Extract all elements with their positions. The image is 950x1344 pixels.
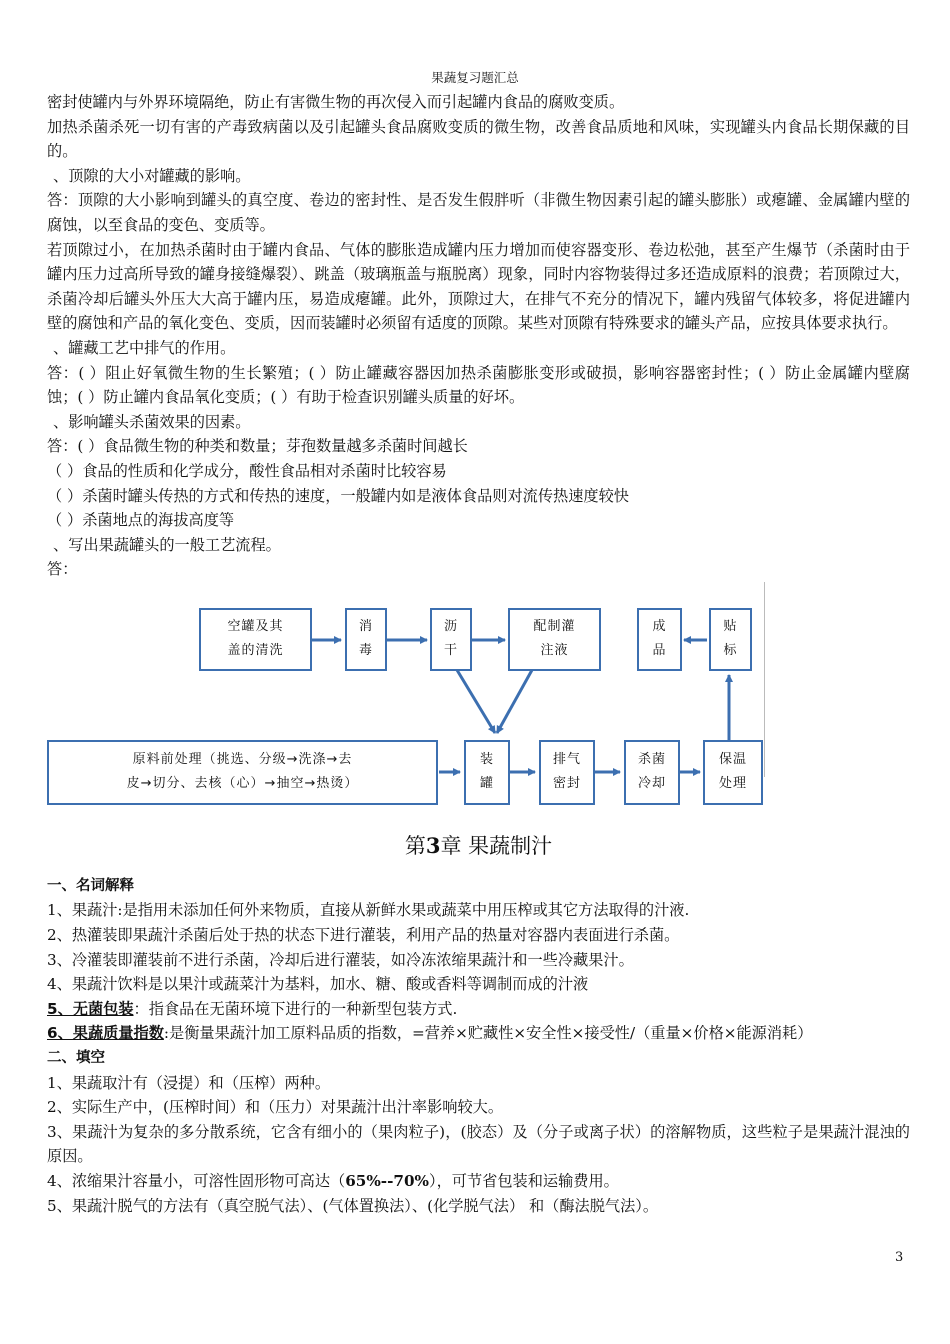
- step-finished-product: 成 品: [637, 608, 682, 671]
- step-exhaust-seal: 排气 密封: [539, 740, 595, 805]
- page-number: 3: [895, 1250, 904, 1265]
- step-labeling: 贴 标: [709, 608, 752, 671]
- text-line: 答：( ）阻止好氧微生物的生长繁殖；( ）防止罐藏容器因加热杀菌膨胀变形或破损，影响容器密封性；( ）防止金属罐内壁腐蚀；( ）防止罐内食品氧化变质；( ）有助于检查识别罐头质量的好坏。: [47, 363, 910, 407]
- text-line: 答：顶隙的大小影响到罐头的真空度、卷边的密封性、是否发生假胖听（非微生物因素引起的罐头膨胀）或瘪罐、金属罐内壁的腐蚀，以至食品的变色、变质等。: [47, 191, 910, 234]
- fill-blank-item: 4、浓缩果汁容量小，可溶性固形物可高达（65%--70%），可节省包装和运输费用。: [47, 1172, 619, 1190]
- step-sterilize-cool: 杀菌 冷却: [624, 740, 680, 805]
- text-line: （ ）杀菌地点的海拔高度等: [47, 511, 235, 530]
- chapter-title: 第3章 果蔬制汁: [404, 832, 553, 858]
- page-content: [47, 90, 910, 1218]
- process-flowchart: [47, 582, 910, 814]
- definition-item: 1、果蔬汁:是指用未添加任何外来物质，直接从新鲜水果或蔬菜中用压榨或其它方法取得的汁液.: [47, 901, 690, 920]
- text-line: （ ）食品的性质和化学成分，酸性食品相对杀菌时比较容易: [47, 461, 447, 480]
- definition-item: 6、果蔬质量指数:是衡量果蔬汁加工原料品质的指数，=营养×贮藏性×安全性×接受性/（重量×价格×能源消耗）: [47, 1024, 813, 1043]
- question-heading: 、写出果蔬罐头的一般工艺流程。: [53, 535, 281, 554]
- section-title: 一、名词解释: [47, 877, 134, 894]
- question-heading: 、顶隙的大小对罐藏的影响。: [53, 166, 251, 185]
- question-heading: 、罐藏工艺中排气的作用。: [53, 338, 236, 357]
- step-prepare-liquid: 配制灌 注液: [508, 608, 601, 671]
- text-line: 答：: [47, 560, 78, 579]
- definition-item: 2、热灌装即果蔬汁杀菌后处于热的状态下进行灌装，利用产品的热量对容器内表面进行杀菌。: [47, 926, 680, 945]
- definition-item: 3、冷灌装即灌装前不进行杀菌，冷却后进行灌装，如冷冻浓缩果蔬汁和一些冷藏果汁。: [47, 950, 634, 969]
- text-line: 若顶隙过小，在加热杀菌时由于罐内食品、气体的膨胀造成罐内压力增加而使容器变形、卷边松弛，甚至产生爆节（杀菌时由于罐内压力过高所导致的罐身接缝爆裂）、跳盖（玻璃瓶盖与瓶脱离）现象，同时内容物装得过多还造成原料的浪费；若顶隙过大，杀菌冷却后罐头外压大大高于罐内压，易造成瘪罐。此外，顶隙过大，在排气不充分的情况下，罐内残留气体较多，将促进罐内壁的腐蚀和产品的氧化变色、变质，因而装罐时必须留有适度的顶隙。某些对顶隙有特殊要求的罐头产品，应按具体要求执行。: [47, 240, 910, 333]
- question-heading: 、影响罐头杀菌效果的因素。: [53, 412, 251, 431]
- page-header: 果蔬复习题汇总: [431, 70, 519, 85]
- definition-item: 4、果蔬汁饮料是以果汁或蔬菜汁为基料，加水、糖、酸或香料等调制而成的汁液: [47, 975, 589, 994]
- fill-blank-item: 3、果蔬汁为复杂的多分散系统，它含有细小的（果肉粒子)，(胶态）及（分子或离子状）的溶解物质，这些粒子是果蔬汁混浊的原因。: [47, 1122, 910, 1166]
- fill-blank-item: 5、果蔬汁脱气的方法有（真空脱气法）、(气体置换法）、(化学脱气法） 和（酶法脱气法）。: [47, 1196, 659, 1215]
- step-drain: 沥 干: [430, 608, 472, 671]
- text-line: 密封使罐内与外界环境隔绝，防止有害微生物的再次侵入而引起罐内食品的腐败变质。: [47, 93, 625, 111]
- text-line: （ ）杀菌时罐头传热的方式和传热的速度，一般罐内如是液体食品则对流传热速度较快: [47, 486, 629, 505]
- fill-blank-item: 2、实际生产中，(压榨时间）和（压力）对果蔬汁出汁率影响较大。: [47, 1098, 504, 1117]
- definition-item: 5、无菌包装：指食品在无菌环境下进行的一种新型包装方式.: [47, 999, 458, 1018]
- step-raw-material-pretreatment: 原料前处理（挑选、分级→洗涤→去 皮→切分、去核（心）→抽空→热烫）: [47, 740, 438, 805]
- section-title: 二、填空: [47, 1050, 105, 1067]
- text-line: 答：( ）食品微生物的种类和数量；芽孢数量越多杀菌时间越长: [47, 437, 468, 456]
- step-disinfect: 消 毒: [345, 608, 387, 671]
- step-can-cleaning: 空罐及其 盖的清洗: [199, 608, 312, 671]
- text-line: 加热杀菌杀死一切有害的产毒致病菌以及引起罐头食品腐败变质的微生物，改善食品质地和风味，实现罐头内食品长期保藏的目的。: [47, 117, 910, 161]
- step-incubation: 保温 处理: [703, 740, 763, 805]
- step-filling: 装 罐: [464, 740, 510, 805]
- fill-blank-item: 1、果蔬取汁有（浸提）和（压榨）两种。: [47, 1073, 331, 1092]
